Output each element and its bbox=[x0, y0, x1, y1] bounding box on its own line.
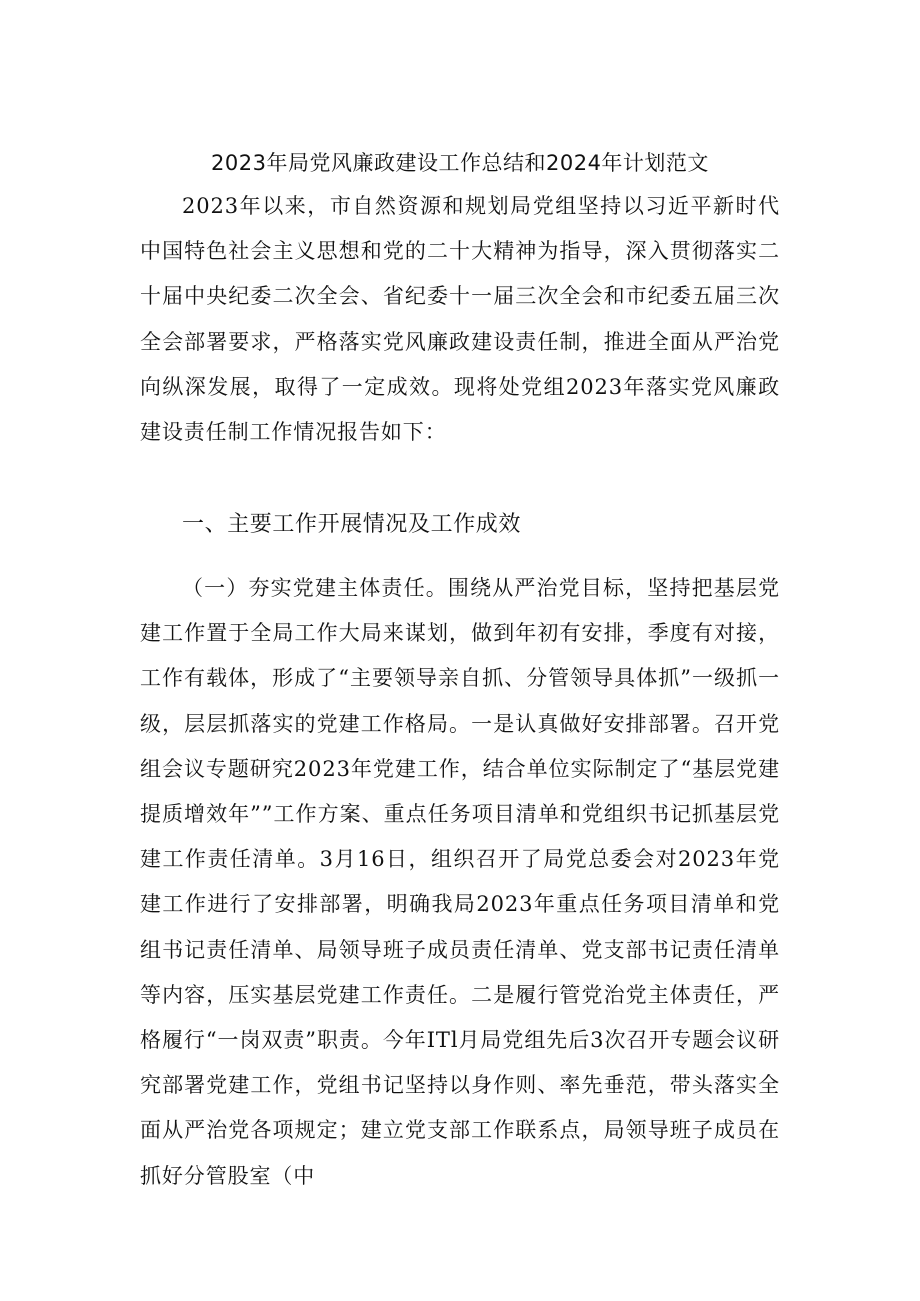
document-title: 2023年局党风廉政建设工作总结和2024年计划范文 bbox=[211, 151, 709, 175]
section-paragraph: （一）夯实党建主体责任。围绕从严治党目标，坚持把基层党建工作置于全局工作大局来谋划，做到年初有安排，季度有对接，工作有载体，形成了“主要领导亲自抓、分管领导具体抓”一级抓一级，层层抓落实的党建工作格局。一是认真做好安排部署。召开党组会议专题研究2023年党建工作，结合单位实际制定了“基层党建提质增效年””工作方案、重点任务项目清单和党组织书记抓基层党建工作责任清单。3月16日，组织召开了局党总委会对2023年党建工作进行了安排部署，明确我局2023年重点任务项目清单和党组书记责任清单、局领导班子成员责任清单、党支部书记责任清单等内容，压实基层党建工作责任。二是履行管党治党主体责任，严格履行“一岗双责”职责。今年ITl月局党组先后3次召开专题会议研究部署党建工作，党组书记坚持以身作则、率先垂范，带头落实全面从严治党各项规定；建立党支部工作联系点，局领导班子成员在抓好分管股室（中 bbox=[140, 576, 780, 1188]
intro-paragraph: 2023年以来，市自然资源和规划局党组坚持以习近平新时代中国特色社会主义思想和党的二十大精神为指导，深入贯彻落实二十届中央纪委二次全会、省纪委十一届三次全会和市纪委五届三次全会部署要求，严格落实党风廉政建设责任制，推进全面从严治党向纵深发展，取得了一定成效。现将处党组2023年落实党风廉政建设责任制工作情况报告如下： bbox=[140, 194, 780, 445]
section-heading: 一、主要工作开展情况及工作成效 bbox=[182, 512, 522, 537]
